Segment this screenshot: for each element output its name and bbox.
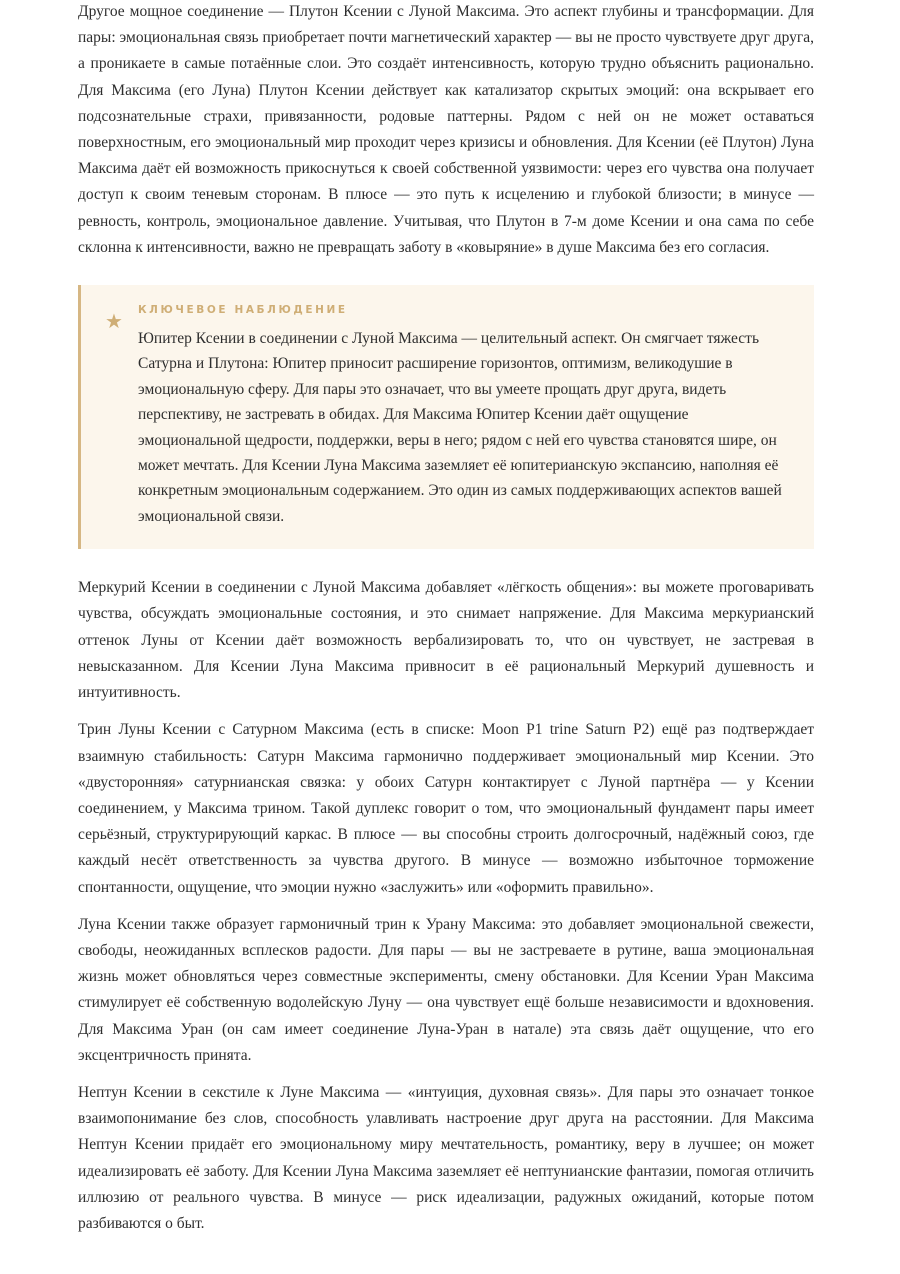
callout-label: КЛЮЧЕВОЕ НАБЛЮДЕНИЕ [138,304,348,317]
key-observation-callout [78,285,814,549]
paragraph-moon-uranus-trine: Луна Ксении также образует гармоничный трин к Урану Максима: это добавляет эмоциональной свежести, свободы, неожиданных всплесков радости. Для пары — вы не застреваете в рутине, ваша эмоциональная жизнь может обновляться через совместные эксперименты, смену обстановки. Для Ксении Уран Максима стимулирует её собственную водолейскую Луну — она чувствует ещё больше независимости и вдохновения. Для Максима Уран (он сам имеет соединение Луна-Уран в натале) эта связь даёт ощущение, что его эксцентричность принята. [78,915,814,1064]
paragraph-mercury-moon: Меркурий Ксении в соединении с Луной Максима добавляет «лёгкость общения»: вы можете проговаривать чувства, обсуждать эмоциональные состояния, и это снимает напряжение. Для Максима меркурианский оттенок Луны от Ксении даёт возможность вербализировать то, что он чувствует, не застревая в невысказанном. Для Ксении Луна Максима привносит в её рациональный Меркурий душевность и интуитивность. [78,579,814,702]
callout-text: Юпитер Ксении в соединении с Луной Максима — целительный аспект. Он смягчает тяжесть Сатурна и Плутона: Юпитер приносит расширение горизонтов, оптимизм, великодушие в эмоциональную сферу. Для пары это означает, что вы умеете прощать друг друга, видеть перспективу, не застревать в обидах. Для Максима Юпитер Ксении даёт ощущение эмоциональной щедрости, поддержки, веры в него; рядом с ней его чувства становятся шире, он может мечтать. Для Ксении Луна Максима заземляет её юпитерианскую экспансию, наполняя её конкретным эмоциональным содержанием. Это один из самых поддерживающих аспектов вашей эмоциональной связи. [138,330,782,525]
paragraph-pluto-moon: Другое мощное соединение — Плутон Ксении с Луной Максима. Это аспект глубины и трансформации. Для пары: эмоциональная связь приобретает почти магнетический характер — вы не просто чувствуете друг друга, а проникаете в самые потаённые слои. Это создаёт интенсивность, которую трудно объяснить рационально. Для Максима (его Луна) Плутон Ксении действует как катализатор скрытых эмоций: она вскрывает его подсознательные страхи, привязанности, родовые паттерны. Рядом с ней он не может оставаться поверхностным, его эмоциональный мир проходит через кризисы и обновления. Для Ксении (её Плутон) Луна Максима даёт ей возможность прикоснуться к своей собственной уязвимости: через его чувства она получает доступ к своим теневым сторонам. В плюсе — это путь к исцелению и глубокой близости; в минусе — ревность, контроль, эмоциональное давление. Учитывая, что Плутон в 7-м доме Ксении и она сама по себе склонна к интенсивности, важно не превращать заботу в «ковыряние» в душе Максима без его согласия. [78,3,814,256]
paragraph-neptune-moon-sextile: Нептун Ксении в секстиле к Луне Максима — «интуиция, духовная связь». Для пары это означает тонкое взаимопонимание без слов, способность улавливать настроение друг друга на расстоянии. Для Максима Нептун Ксении придаёт его эмоциональному миру мечтательность, романтику, веру в лучшее; он может идеализировать её заботу. Для Ксении Луна Максима заземляет её нептунианские фантазии, помогая отличить иллюзию от реального чувства. В минусе — риск идеализации, радужных ожиданий, которые потом разбиваются о быт. [78,1083,814,1232]
paragraph-moon-saturn-trine: Трин Луны Ксении с Сатурном Максима (есть в списке: Moon P1 trine Saturn P2) ещё раз подтверждает взаимную стабильность: Сатурн Максима гармонично поддерживает эмоциональный мир Ксении. Это «двусторонняя» сатурнианская связка: у обоих Сатурн контактирует с Луной партнёра — у Ксении соединением, у Максима трином. Такой дуплекс говорит о том, что эмоциональный фундамент пары имеет серьёзный, структурирующий каркас. В плюсе — вы способны строить долгосрочный, надёжный союз, где каждый несёт ответственность за чувства другого. В минусе — возможно избыточное торможение спонтанности, ощущение, что эмоции нужно «заслужить» или «оформить правильно». [78,721,814,896]
star-icon: ★ [105,309,123,334]
